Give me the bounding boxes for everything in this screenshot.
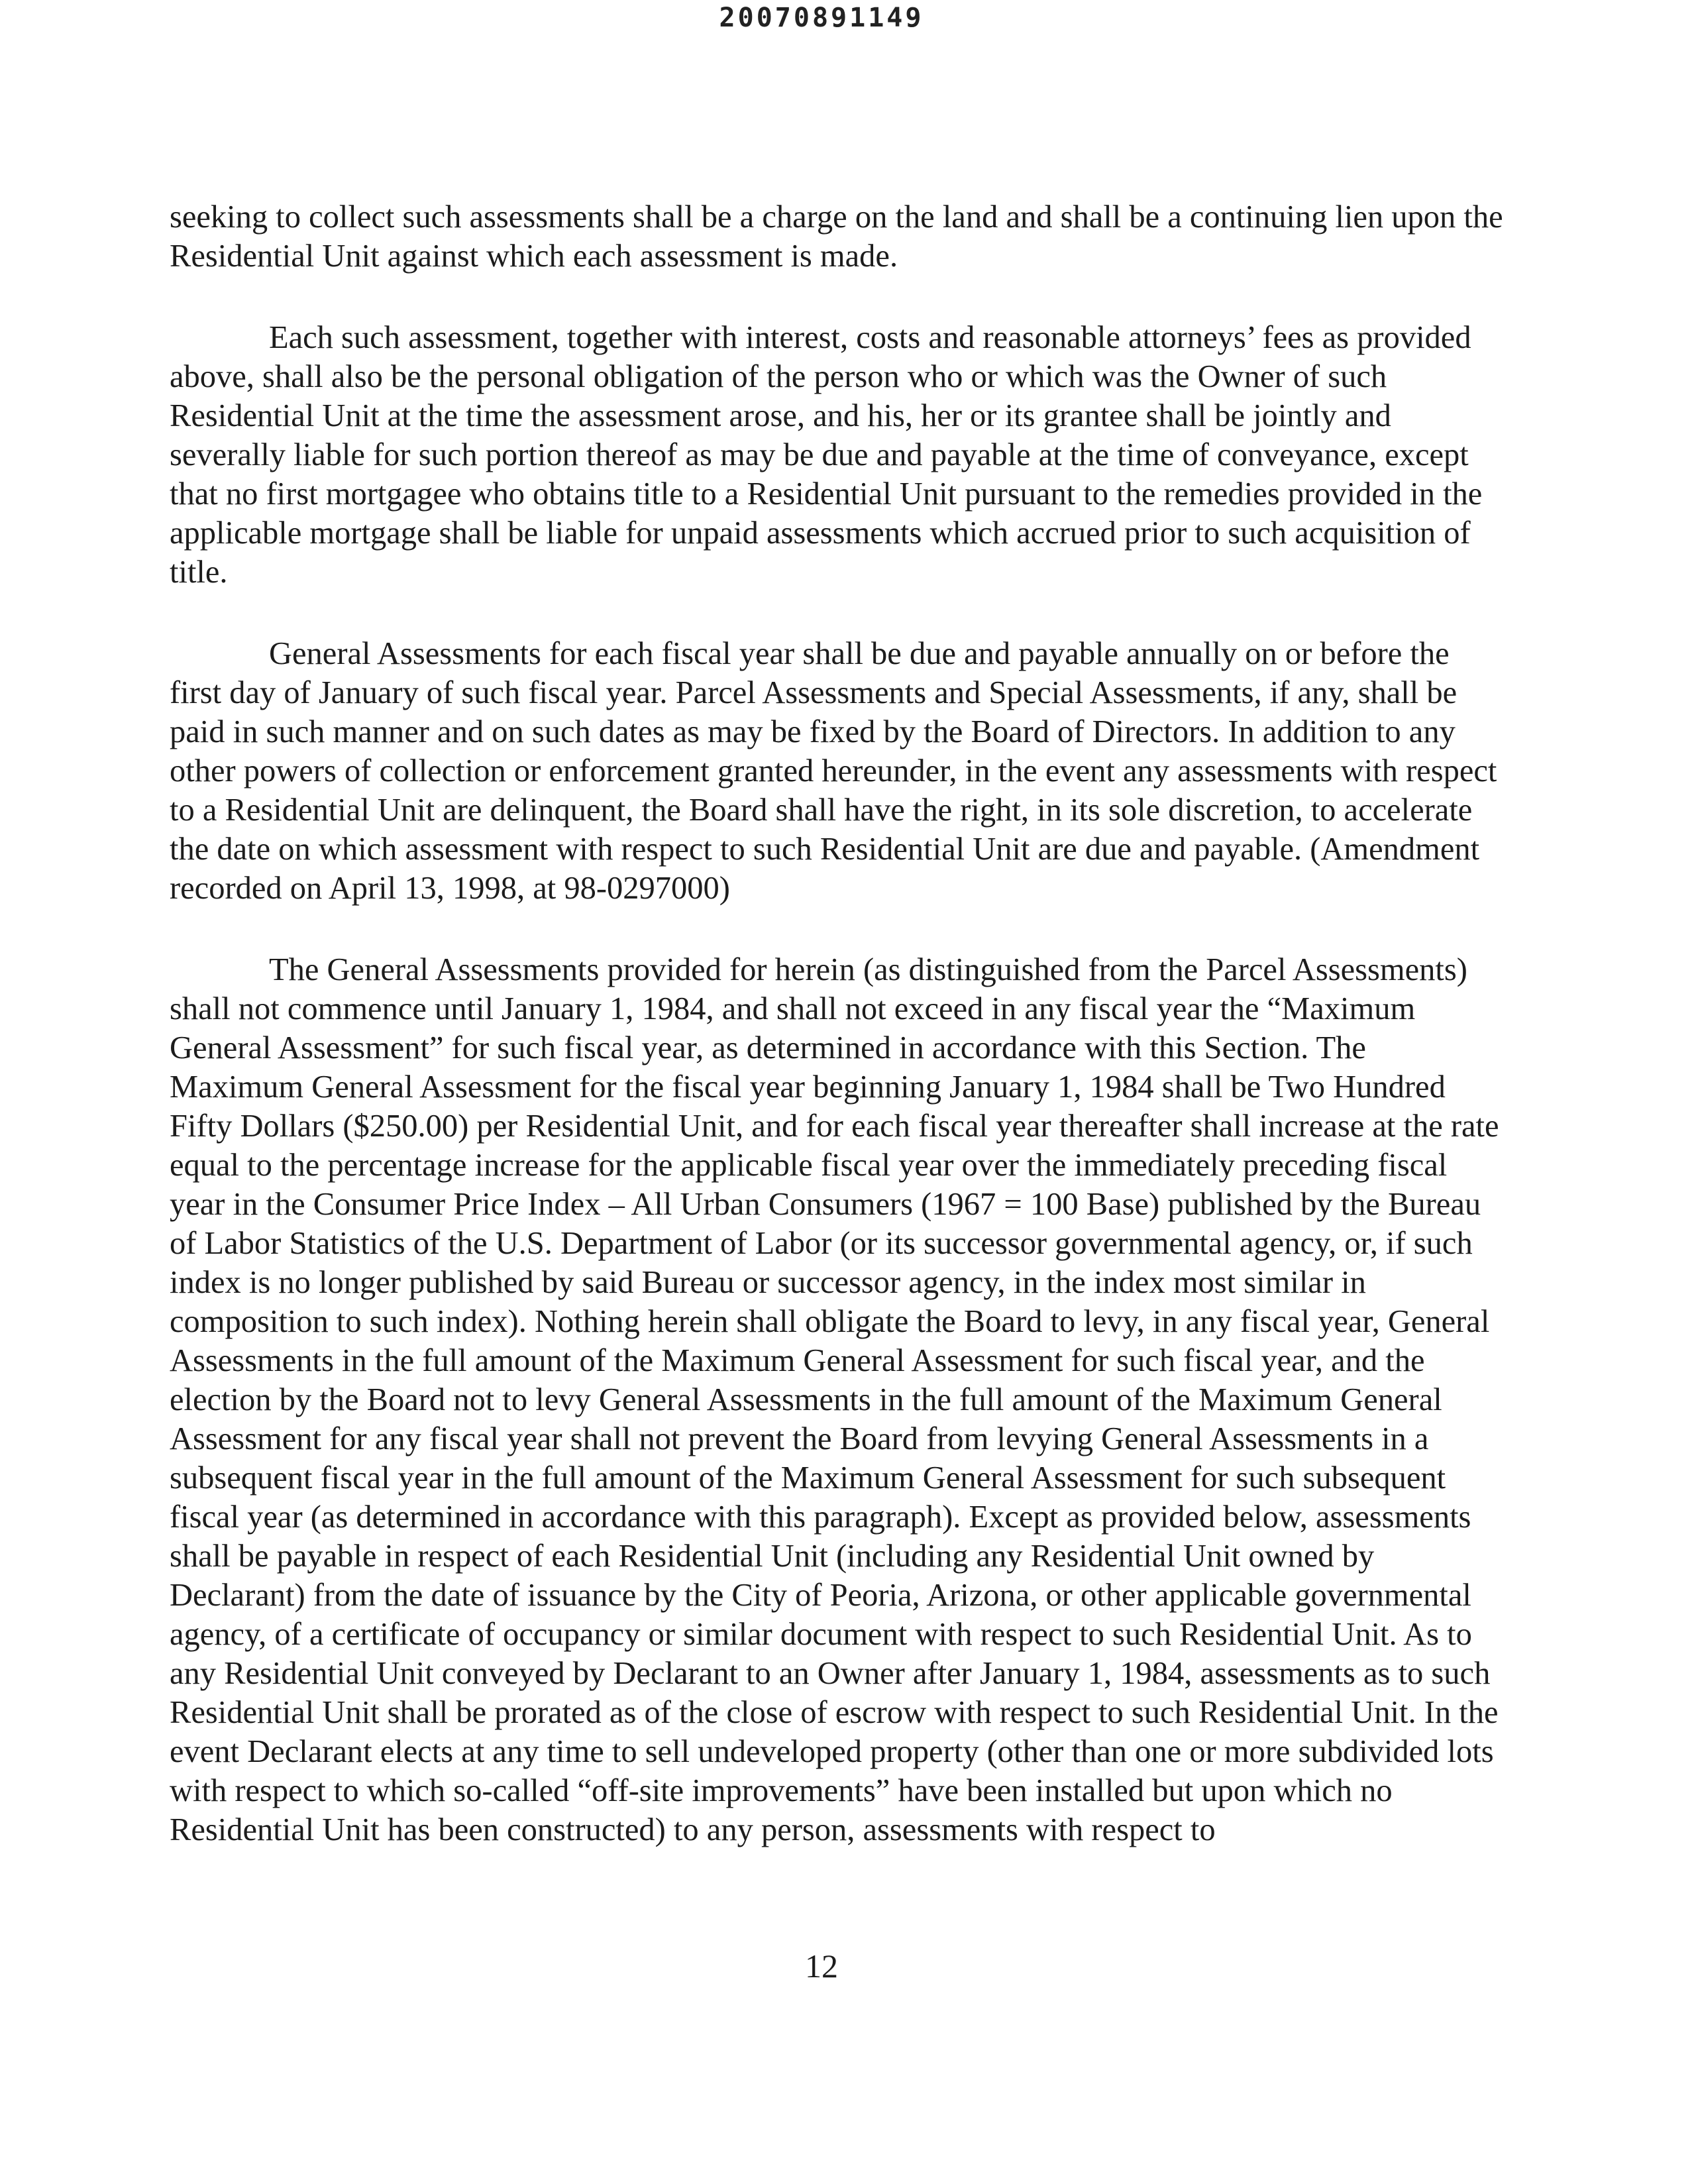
page-number: 12 (805, 1947, 838, 1985)
paragraph-personal-obligation: Each such assessment, together with interest, costs and reasonable attorneys’ fees as provided above, shall also be the personal obligation of the person who or which was the Owner of such Residential Unit at the time the assessment arose, and his, her or its grantee shall be jointly and severally liable for such portion thereof as may be due and payable at the time of conveyance, except that no first mortgagee who obtains title to a Residential Unit pursuant to the remedies provided in the applicable mortgage shall be liable for unpaid assessments which accrued prior to such acquisition of title. (170, 320, 1483, 590)
paragraph-maximum-assessment: The General Assessments provided for herein (as distinguished from the Parcel Assessments) shall not commence until January 1, 1984, and shall not exceed in any fiscal year the “Maximum General Assessment” for such fiscal year, as determined in accordance with this Section. The Maximum General Assessment for the fiscal year beginning January 1, 1984 shall be Two Hundred Fifty Dollars ($250.00) per Residential Unit, and for each fiscal year thereafter shall increase at the rate equal to the percentage increase for the applicable fiscal year over the immediately preceding fiscal year in the Consumer Price Index – All Urban Consumers (1967 = 100 Base) published by the Bureau of Labor Statistics of the U.S. Department of Labor (or its successor governmental agency, or, if such index is no longer published by said Bureau or successor agency, in the index most similar in composition to such index). Nothing herein shall obligate the Board to levy, in any fiscal year, General Assessments in the full amount of the Maximum General Assessment for such fiscal year, and the election by the Board not to levy General Assessments in the full amount of the Maximum General Assessment for any fiscal year shall not prevent the Board from levying General Assessments in a subsequent fiscal year in the full amount of the Maximum General Assessment for such subsequent fiscal year (as determined in accordance with this paragraph). Except as provided below, assessments shall be payable in respect of each Residential Unit (including any Residential Unit owned by Declarant) from the date of issuance by the City of Peoria, Arizona, or other applicable governmental agency, of a certificate of occupancy or similar document with respect to such Residential Unit. As to any Residential Unit conveyed by Declarant to an Owner after January 1, 1984, assessments as to such Residential Unit shall be prorated as of the close of escrow with respect to such Residential Unit. In the event Declarant elects at any time to sell undeveloped property (other than one or more subdivided lots with respect to which so-called “off-site improvements” have been installed but upon which no Residential Unit has been constructed) to any person, assessments with respect to (170, 952, 1499, 1847)
paragraph-continuation: seeking to collect such assessments shall be a charge on the land and shall be a continuing lien upon the Residential Unit against which each assessment is made. (170, 199, 1503, 274)
document-body (170, 197, 1508, 1892)
document-number: 20070891149 (719, 3, 924, 33)
paragraph-due-dates: General Assessments for each fiscal year shall be due and payable annually on or before the first day of January of such fiscal year. Parcel Assessments and Special Assessments, if any, shall be paid in such manner and on such dates as may be fixed by the Board of Directors. In addition to any other powers of collection or enforcement granted hereunder, in the event any assessments with respect to a Residential Unit are delinquent, the Board shall have the right, in its sole discretion, to accelerate the date on which assessment with respect to such Residential Unit are due and payable. (Amendment recorded on April 13, 1998, at 98-0297000) (170, 636, 1497, 906)
